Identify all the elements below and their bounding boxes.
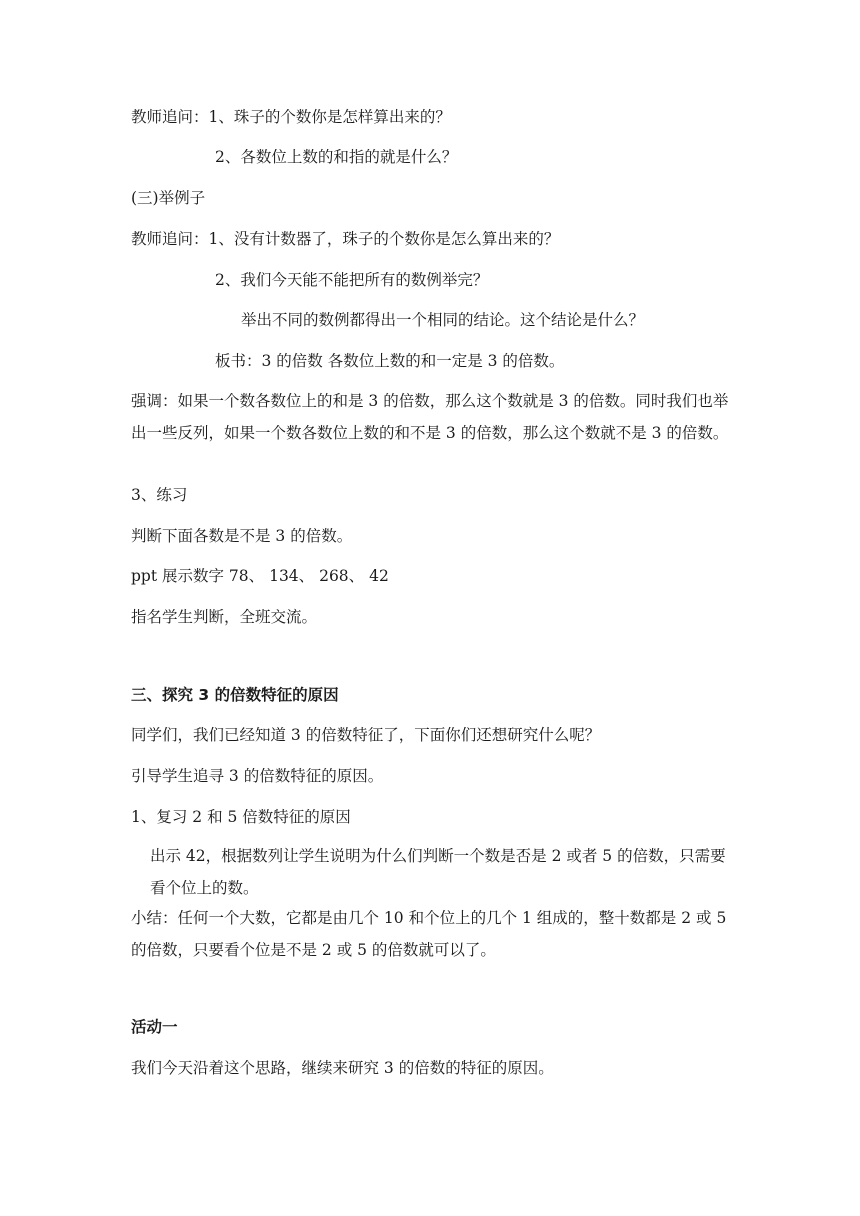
section-heading-explore-reason: 三、探究 3 的倍数特征的原因 — [131, 686, 339, 704]
paragraph-guide-students: 引导学生追寻 3 的倍数特征的原因。 — [131, 767, 384, 785]
section-heading-practice: 3、练习 — [131, 486, 188, 504]
paragraph-board-writing: 板书：3 的倍数 各数位上数的和一定是 3 的倍数。 — [215, 352, 565, 370]
section-heading-activity-one: 活动一 — [131, 1018, 178, 1036]
paragraph-ppt-numbers: ppt 展示数字 78、 134、 268、 42 — [131, 567, 389, 585]
section-heading-examples: (三)举例子 — [131, 189, 206, 207]
paragraph-question-2: 2、各数位上数的和指的就是什么？ — [215, 148, 458, 166]
paragraph-students-question: 同学们，我们已经知道 3 的倍数特征了，下面你们还想研究什么呢？ — [131, 726, 601, 744]
paragraph-conclusion-question: 举出不同的数例都得出一个相同的结论。这个结论是什么？ — [241, 311, 645, 329]
paragraph-continue-research: 我们今天沿着这个思路，继续来研究 3 的倍数的特征的原因。 — [131, 1059, 554, 1077]
paragraph-class-exchange: 指名学生判断，全班交流。 — [131, 608, 318, 626]
paragraph-summary: 小结：任何一个大数，它都是由几个 10 和个位上的几个 1 组成的，整十数都是 2 或 5 的倍数，只要看个位是不是 2 或 5 的倍数就可以了。 — [131, 909, 727, 959]
paragraph-teacher-question-1: 教师追问：1、珠子的个数你是怎样算出来的？ — [131, 108, 451, 126]
section-heading-review: 1、复习 2 和 5 倍数特征的原因 — [131, 808, 351, 826]
paragraph-teacher-question-2: 教师追问：1、没有计数器了，珠子的个数你是怎么算出来的？ — [131, 230, 560, 248]
paragraph-question-examples: 2、我们今天能不能把所有的数例举完？ — [215, 271, 489, 289]
paragraph-emphasis: 强调：如果一个数各数位上的和是 3 的倍数，那么这个数就是 3 的倍数。同时我们也举出一些反列，如果一个数各数位上数的和不是 3 的倍数，那么这个数就不是 3 的倍数。 — [131, 392, 729, 442]
paragraph-show-42: 出示 42，根据数列让学生说明为什么们判断一个数是否是 2 或者 5 的倍数，只需要看个位上的数。 — [150, 847, 726, 897]
paragraph-judge-multiples: 判断下面各数是不是 3 的倍数。 — [131, 527, 353, 545]
